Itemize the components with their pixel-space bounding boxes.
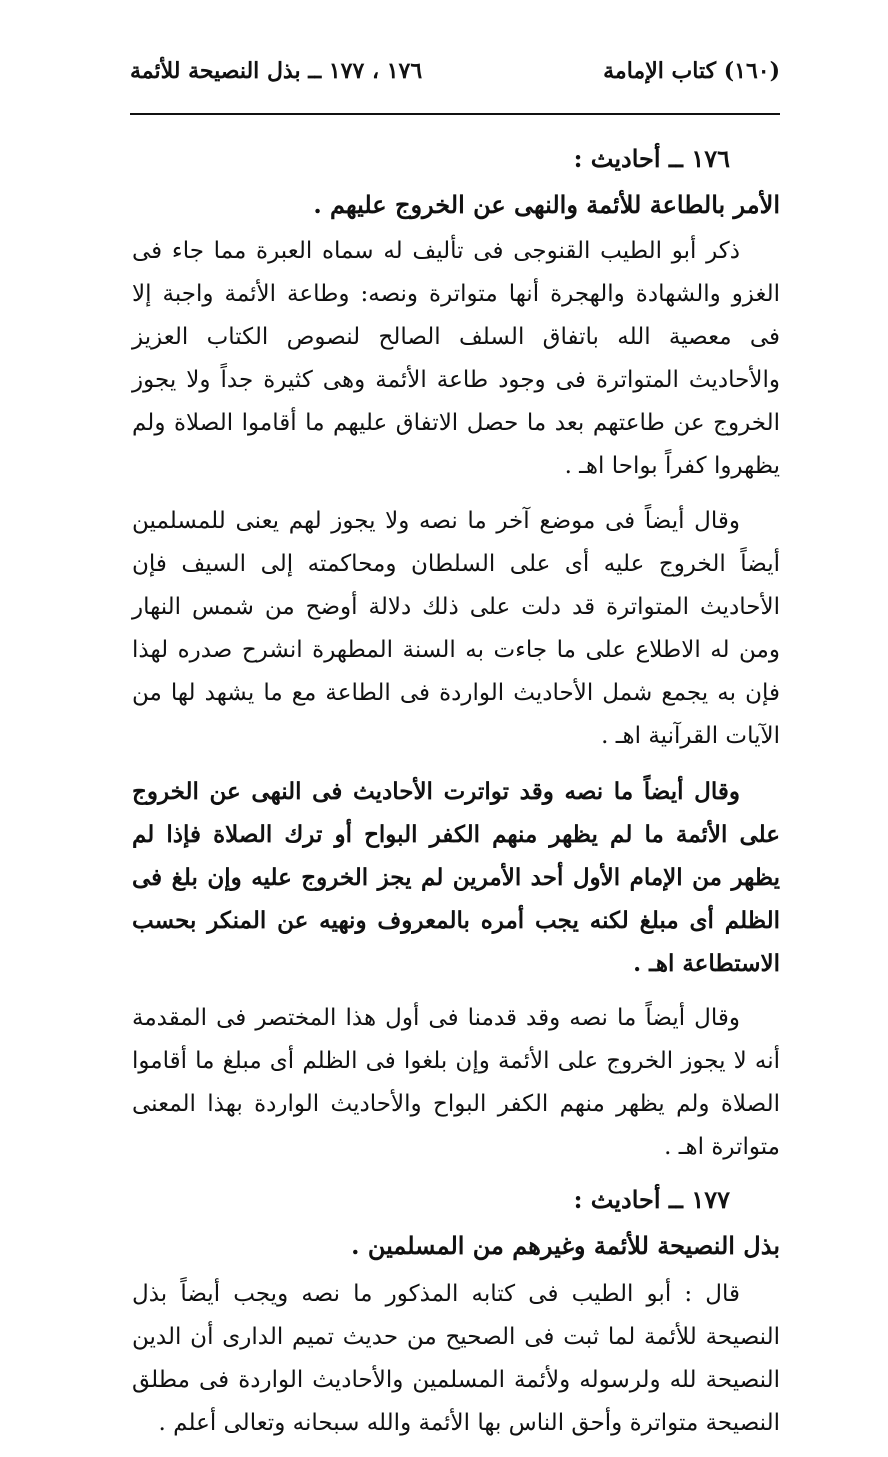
paragraph: وقال أيضاً ما نصه وقد تواترت الأحاديث فى النهى عن الخروج على الأئمة ما لم يظهر منهم الكفر البواح أو ترك الصلاة فإذا لم يظهر من الإمام الأول أحد الأمرين لم يجز الخروج عليه وإن بلغ فى الظلم أى مبلغ لكنه يجب أمره بالمعروف ونهيه عن المنكر بحسب الاستطاعة اهـ .	[132, 778, 780, 977]
paragraph: وقال أيضاً ما نصه وقد قدمنا فى أول هذا المختصر فى المقدمة أنه لا يجوز الخروج على الأئمة وإن بلغوا فى الظلم أى مبلغ ما أقاموا الصلاة ولم يظهر منهم الكفر البواح والأحاديث الواردة بهذا المعنى متواترة اهـ .	[132, 1005, 780, 1160]
section-title: بذل النصيحة للأئمة وغيرهم من المسلمين .	[351, 1231, 780, 1260]
paragraph: ذكر أبو الطيب القنوجى فى تأليف له سماه العبرة مما جاء فى الغزو والشهادة والهجرة أنها متواترة ونصه: وطاعة الأئمة واجبة إلا فى معصية الله باتفاق السلف الصالح لنصوص الكتاب العزيز والأحاديث المتواترة فى وجود طاعة الأئمة وهى كثيرة جداً ولا يجوز الخروج عن طاعتهم بعد ما حصل الاتفاق عليهم ما أقاموا الصلاة ولم يظهروا كفراً بواحا اهـ .	[132, 238, 780, 479]
section-177	[132, 1181, 780, 1445]
header-book-title: (١٦٠) كتاب الإمامة	[603, 58, 780, 84]
section-heading: ١٧٦ ــ أحاديث :	[573, 144, 730, 173]
section-heading: ١٧٧ ــ أحاديث :	[573, 1185, 730, 1214]
paragraph: قال : أبو الطيب فى كتابه المذكور ما نصه ويجب أيضاً بذل النصيحة للأئمة لما ثبت فى الصحيح من حديث تميم الدارى أن الدين النصيحة لله ولرسوله ولأئمة المسلمين والأحاديث الواردة فى مطلق النصيحة متواترة وأحق الناس بها الأئمة والله سبحانه وتعالى أعلم .	[132, 1281, 780, 1436]
section-title: الأمر بالطاعة للأئمة والنهى عن الخروج عليهم .	[313, 190, 780, 219]
page-body	[132, 140, 780, 1457]
header-topic: ١٧٦ ، ١٧٧ ــ بذل النصيحة للأئمة	[130, 58, 423, 84]
section-176	[132, 140, 780, 1169]
header-rule	[130, 113, 780, 115]
running-header	[130, 58, 780, 98]
paragraph: وقال أيضاً فى موضع آخر ما نصه ولا يجوز لهم يعنى للمسلمين أيضاً الخروج عليه أى على السلطان ومحاكمته إلى السيف فإن الأحاديث المتواترة قد دلت على ذلك دلالة أوضح من شمس النهار ومن له الاطلاع على ما جاءت به السنة المطهرة انشرح صدره لهذا فإن به يجمع شمل الأحاديث الواردة فى الطاعة مع ما يشهد لها من الآيات القرآنية اهـ .	[132, 508, 780, 749]
